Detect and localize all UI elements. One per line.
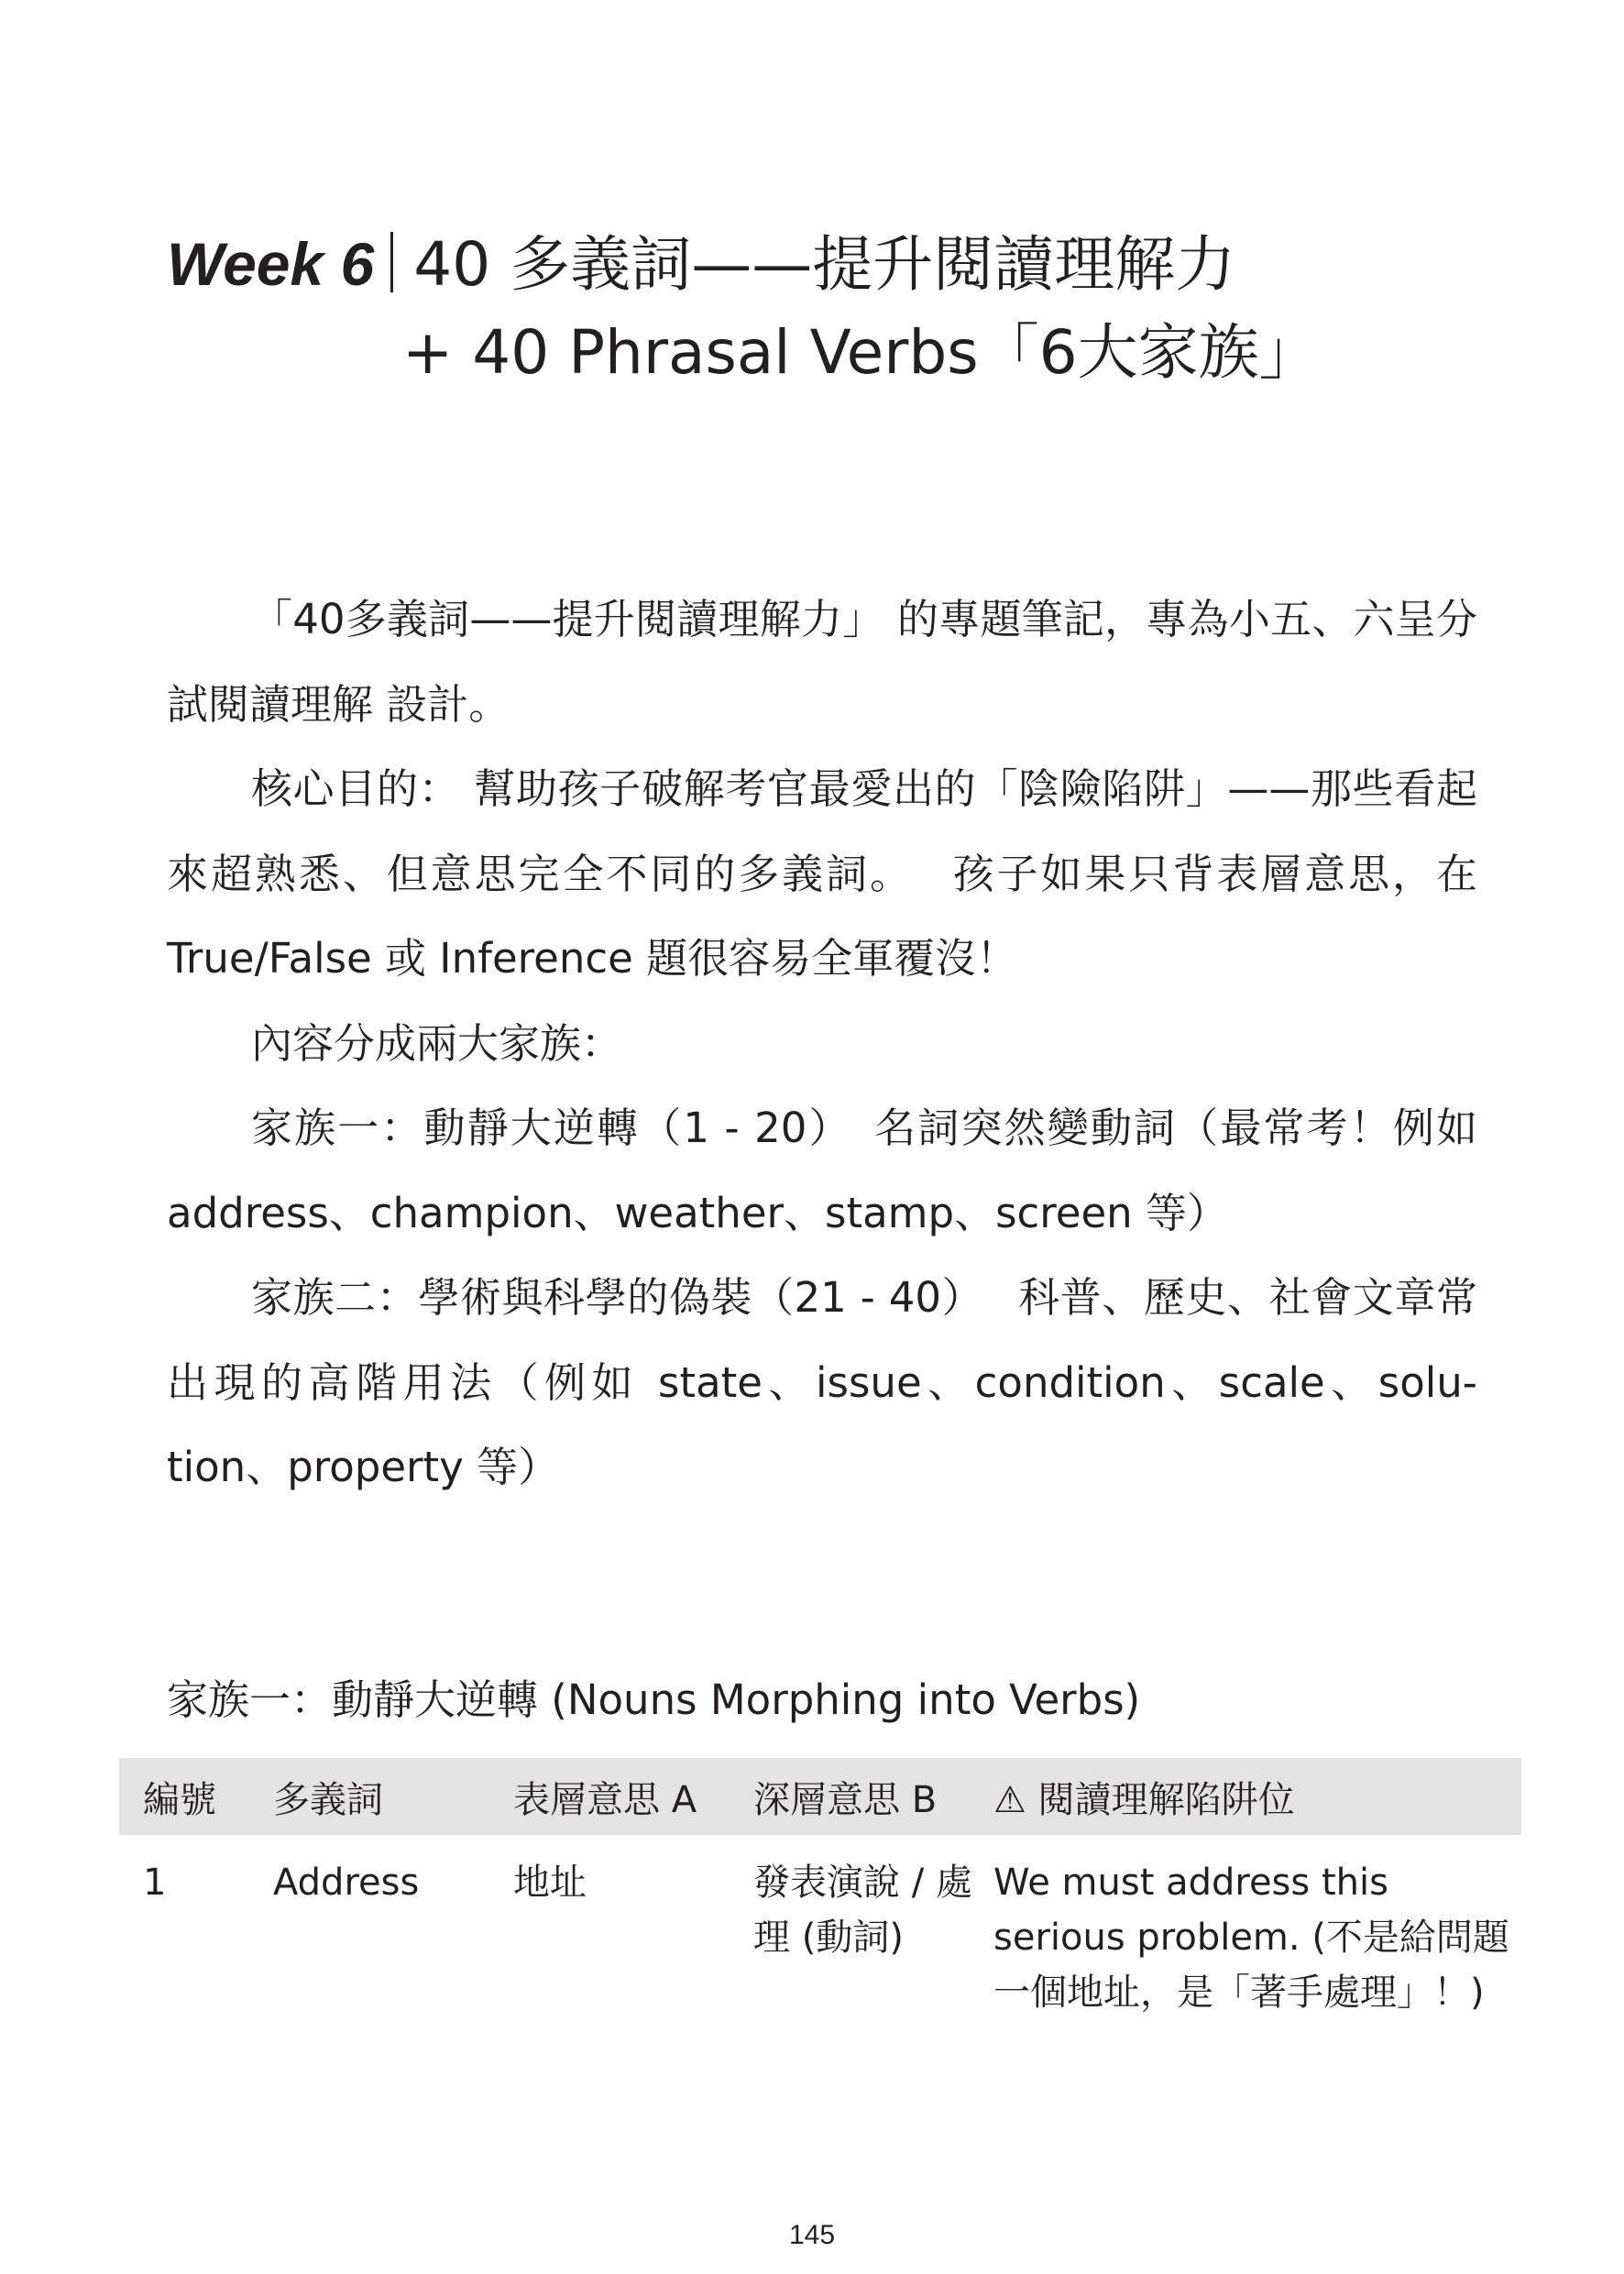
header-number: 編號 xyxy=(119,1758,273,1835)
header-meaning-b: 深層意思 B xyxy=(753,1758,993,1835)
intro-paragraph: 「40多義詞——提升閱讀理解力」 的專題筆記，專為小五、六呈分試閱讀理解 設計。 xyxy=(167,595,1477,729)
title-line-2: + 40 Phrasal Verbs「6大家族」 xyxy=(402,317,1320,388)
page-number: 145 xyxy=(788,2220,836,2250)
cell-meaning-a: 地址 xyxy=(513,1862,587,1904)
cell-meaning-b: 發表演說 / 處理 (動詞) xyxy=(753,1862,972,1959)
header-meaning-a: 表層意思 A xyxy=(513,1758,753,1835)
body-text xyxy=(167,577,1477,1511)
family-2-paragraph: 家族二：學術與科學的偽裝（21 - 40） 科普、歷史、社會文章常出現的高階用法（例如 state、issue、condition、scale、solu-tion、property 等） xyxy=(167,1273,1477,1491)
title-separator xyxy=(390,232,393,292)
title-main-text: 40 多義詞——提升閱讀理解力 xyxy=(413,229,1236,300)
cell-word: Address xyxy=(273,1862,420,1904)
content-intro-paragraph: 內容分成兩大家族： xyxy=(251,1018,623,1068)
table-header-row xyxy=(119,1758,1521,1835)
cell-trap: We must address this serious problem. (不是給問題一個地址，是「著手處理」！) xyxy=(993,1862,1509,2014)
vocabulary-table xyxy=(119,1758,1521,2020)
page-title xyxy=(167,220,1450,397)
section-heading: 家族一：動靜大逆轉 (Nouns Morphing into Verbs) xyxy=(167,1675,1141,1724)
week-label: Week 6 xyxy=(167,230,375,298)
header-trap: ⚠ 閱讀理解陷阱位 xyxy=(993,1758,1521,1835)
header-word: 多義詞 xyxy=(273,1758,513,1835)
family-1-paragraph: 家族一：動靜大逆轉（1 - 20） 名詞突然變動詞（最常考！例如 address、champion、weather、stamp、screen 等） xyxy=(167,1104,1477,1237)
purpose-paragraph: 核心目的： 幫助孩子破解考官最愛出的「陰險陷阱」——那些看起來超熟悉、但意思完全不同的多義詞。 孩子如果只背表層意思，在 True/False 或 Inference 題很容易全軍覆沒！ xyxy=(167,764,1477,983)
title-line-1 xyxy=(167,220,1450,309)
table-row xyxy=(119,1835,1521,2020)
cell-number: 1 xyxy=(143,1862,167,1904)
